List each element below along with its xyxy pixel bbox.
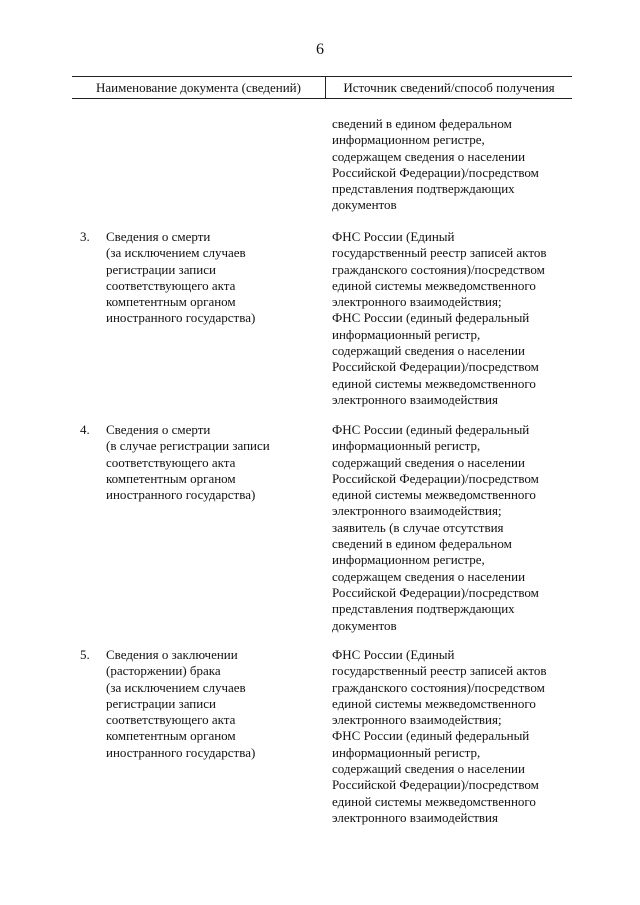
row-document-name: Сведения о заключении (расторжении) брака (за исключением случаев регистрации записи соответствующего акта компетентным органом иностранного государства) [106, 647, 256, 760]
row-number: 4. [80, 422, 90, 437]
row-number: 3. [80, 229, 90, 244]
table-header [72, 76, 572, 99]
row-number: 5. [80, 647, 90, 662]
continuation-source: сведений в едином федеральном информационном регистре, содержащем сведения о населении Российской Федерации)/посредством представления подтверждающих документов [332, 116, 539, 213]
header-source-column: Источник сведений/способ получения [343, 80, 555, 95]
page-number: 6 [316, 41, 324, 58]
row-source: ФНС России (Единый государственный реестр записей актов гражданского состояния)/посредством единой системы межведомственного электронного взаимодействия; ФНС России (единый федеральный информационный регистр, содержащий сведения о населении Российской Федерации)/посредством единой системы межведомственного электронного взаимодействия [332, 229, 547, 407]
row-source: ФНС России (единый федеральный информационный регистр, содержащий сведения о населении Российской Федерации)/посредством единой системы межведомственного электронного взаимодействия; заявитель (в случае отсутствия сведений в едином федеральном информационном регистре, содержащем сведения о населении Российской Федерации)/посредством представления подтверждающих документов [332, 422, 539, 633]
row-document-name: Сведения о смерти (за исключением случаев регистрации записи соответствующего акта компетентным органом иностранного государства) [106, 229, 256, 326]
row-source: ФНС России (Единый государственный реестр записей актов гражданского состояния)/посредством единой системы межведомственного электронного взаимодействия; ФНС России (единый федеральный информационный регистр, содержащий сведения о населении Российской Федерации)/посредством единой системы межведомственного электронного взаимодействия [332, 647, 547, 825]
row-document-name: Сведения о смерти (в случае регистрации записи соответствующего акта компетентным органом иностранного государства) [106, 422, 270, 503]
header-name-column: Наименование документа (сведений) [96, 80, 301, 95]
